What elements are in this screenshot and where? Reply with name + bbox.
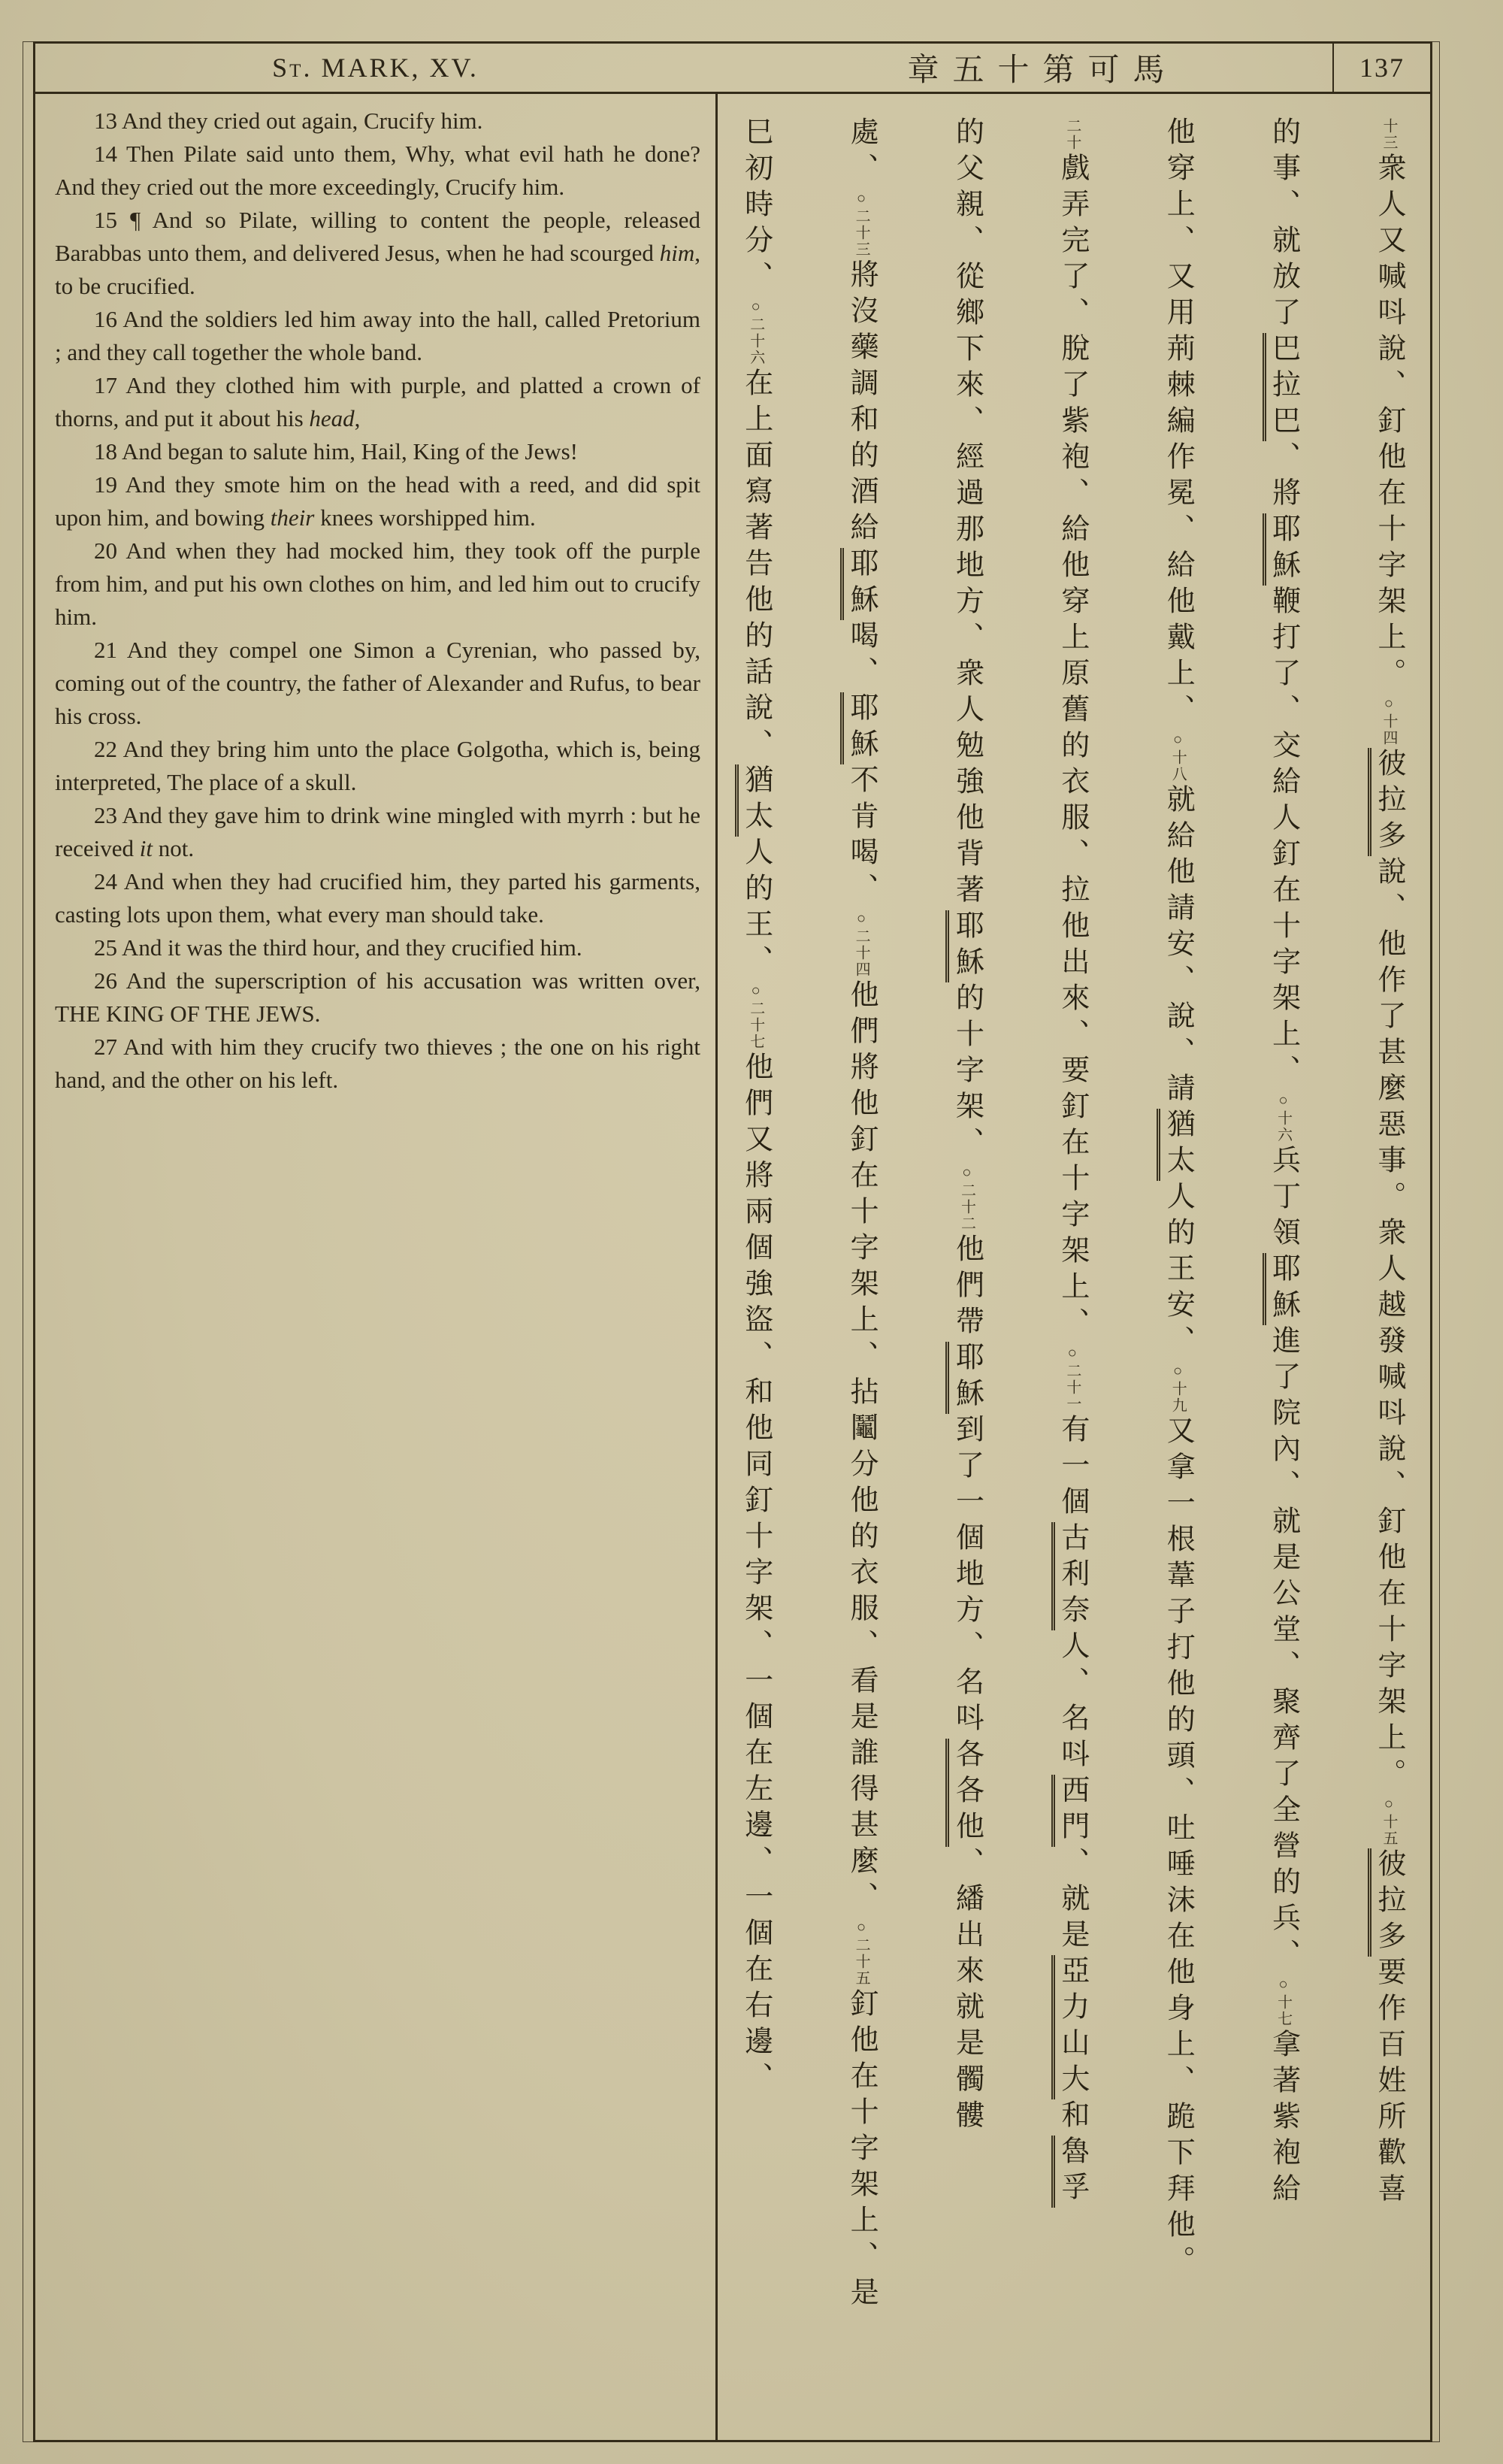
verse-number-marker: ○十七 — [1275, 1976, 1292, 2027]
proper-noun-mark: 猶太 — [1157, 1109, 1193, 1181]
page-number: 137 — [1359, 53, 1405, 83]
verse-number-marker: ○二十一 — [1063, 1345, 1081, 1412]
english-text — [35, 94, 715, 2440]
proper-noun-mark: 耶穌 — [840, 692, 877, 764]
verse-number-marker: ○十五 — [1380, 1796, 1397, 1847]
verse-number-marker: 十三 — [1380, 118, 1397, 151]
proper-noun-mark: 猶太 — [735, 764, 772, 837]
proper-noun-mark: 耶穌 — [945, 910, 982, 982]
verse-paragraph: 18 And began to salute him, Hail, King of the Jews! — [94, 438, 579, 465]
header-divider-line — [1332, 44, 1334, 92]
verse-paragraph: 27 And with him they crucify two thieves ; the one on his right hand, and the other on his left. — [55, 1034, 700, 1093]
verse-number-marker: ○十八 — [1169, 731, 1187, 782]
page-frame — [33, 41, 1432, 2442]
italic-word: him — [659, 240, 695, 266]
header-left — [35, 52, 715, 83]
verse-paragraph: 23 And they gave him to drink wine mingled with myrrh : but he received it not. — [55, 802, 700, 861]
proper-noun-mark: 古利奈 — [1051, 1522, 1088, 1630]
verse-paragraph: 25 And it was the third hour, and they crucified him. — [94, 934, 582, 961]
verse-number-marker: ○十六 — [1275, 1092, 1292, 1143]
proper-noun-mark: 彼拉多 — [1368, 1848, 1405, 1957]
verse-number-marker: ○二十七 — [747, 982, 764, 1050]
page-header — [35, 44, 1430, 94]
verse-number-marker: 二十 — [1063, 118, 1081, 151]
italic-word: head — [309, 405, 355, 431]
chinese-column: 處、○二十三將沒藥調和的酒給耶穌喝、耶穌不肯喝、○二十四他們將他釘在十字架上、拈鬮分他的衣服、看是誰得甚麼、○二十五釘他在十字架上、是 — [844, 117, 877, 2422]
proper-noun-mark: 西門 — [1051, 1775, 1088, 1847]
verse-number-marker: ○二十五 — [853, 1919, 870, 1987]
verse-paragraph: 17 And they clothed him with purple, and platted a crown of thorns, and put it about his head, — [55, 372, 700, 431]
proper-noun-mark: 彼拉多 — [1368, 748, 1405, 856]
running-head-english: St. MARK, XV. — [272, 53, 479, 83]
header-right — [715, 44, 1430, 92]
verse-paragraph: 21 And they compel one Simon a Cyrenian, who passed by, coming out of the country, the father of Alexander and Rufus, to bear his cross. — [55, 637, 700, 729]
verse-paragraph: 14 Then Pilate said unto them, Why, what evil hath he done? And they cried out the more exceedingly, Crucify him. — [55, 141, 700, 200]
proper-noun-mark: 耶穌 — [1263, 1253, 1299, 1325]
verse-paragraph: 15 ¶ And so Pilate, willing to content the people, released Barabbas unto them, and delivered Jesus, when he had scourged him, to be crucified. — [55, 207, 700, 299]
proper-noun-mark: 耶穌 — [945, 1342, 982, 1414]
proper-noun-mark: 魯孚 — [1051, 2136, 1088, 2208]
chinese-column: 的父親、從鄉下來、經過那地方、衆人勉強他背著耶穌的十字架、○二十二他們帶耶穌到了一個地方、名呌各各他、繙出來就是髑髏 — [950, 117, 983, 2422]
verse-number-marker: ○二十四 — [853, 910, 870, 978]
running-head-chinese: 章五十第可馬 — [907, 53, 1178, 88]
verse-number-marker: ○十九 — [1169, 1363, 1187, 1414]
italic-word: it — [139, 835, 153, 861]
proper-noun-mark: 耶穌 — [840, 548, 877, 620]
chinese-column: 巳初時分、○二十六在上面寫著告他的話說、猶太人的王、○二十七他們又將兩個強盜、和他同釘十字架、一個在左邊、一個在右邊、 — [739, 117, 772, 2422]
verse-number-marker: ○二十二 — [958, 1164, 975, 1232]
verse-number-marker: ○十四 — [1380, 695, 1397, 746]
proper-noun-mark: 亞力山大 — [1051, 1955, 1088, 2099]
chinese-column: 十三衆人又喊呌說、釘他在十字架上。○十四彼拉多說、他作了甚麼惡事。衆人越發喊呌說、釘他在十字架上。○十五彼拉多要作百姓所歡喜 — [1371, 117, 1405, 2422]
verse-paragraph: 22 And they bring him unto the place Golgotha, which is, being interpreted, The place of a skull. — [55, 736, 700, 795]
chinese-column: 他穿上、又用荊棘編作冕、給他戴上、○十八就給他請安、說、請猶太人的王安、○十九又拿一根葦子打他的頭、吐唾沫在他身上、跪下拜他。 — [1161, 117, 1194, 2422]
verse-paragraph: 16 And the soldiers led him away into the hall, called Pretorium ; and they call together the whole band. — [55, 306, 700, 365]
verse-paragraph: 24 And when they had crucified him, they parted his garments, casting lots upon them, what every man should take. — [55, 868, 700, 928]
chinese-column: 的事、就放了巴拉巴、將耶穌鞭打了、交給人釘在十字架上、○十六兵丁領耶穌進了院內、就是公堂、聚齊了全營的兵、○十七拿著紫袍給 — [1266, 117, 1299, 2422]
verse-paragraph: 13 And they cried out again, Crucify him. — [94, 107, 483, 134]
chinese-column: 二十戲弄完了、脫了紫袍、給他穿上原舊的衣服、拉他出來、要釘在十字架上、○二十一有一個古利奈人、名呌西門、就是亞力山大和魯孚 — [1055, 117, 1088, 2422]
chinese-text — [718, 94, 1430, 2440]
proper-noun-mark: 巴拉巴 — [1263, 333, 1299, 441]
proper-noun-mark: 耶穌 — [1263, 513, 1299, 586]
italic-word: their — [270, 504, 315, 531]
verse-number-marker: ○二十三 — [853, 190, 870, 258]
verse-paragraph: 20 And when they had mocked him, they took off the purple from him, and put his own clothes on him, and led him out to crucify him. — [55, 537, 700, 630]
verse-paragraph: 26 And the superscription of his accusation was written over, THE KING OF THE JEWS. — [55, 967, 700, 1027]
verse-paragraph: 19 And they smote him on the head with a reed, and did spit upon him, and bowing their knees worshipped him. — [55, 471, 700, 531]
verse-number-marker: ○二十六 — [747, 298, 764, 366]
proper-noun-mark: 各各他 — [945, 1739, 982, 1847]
